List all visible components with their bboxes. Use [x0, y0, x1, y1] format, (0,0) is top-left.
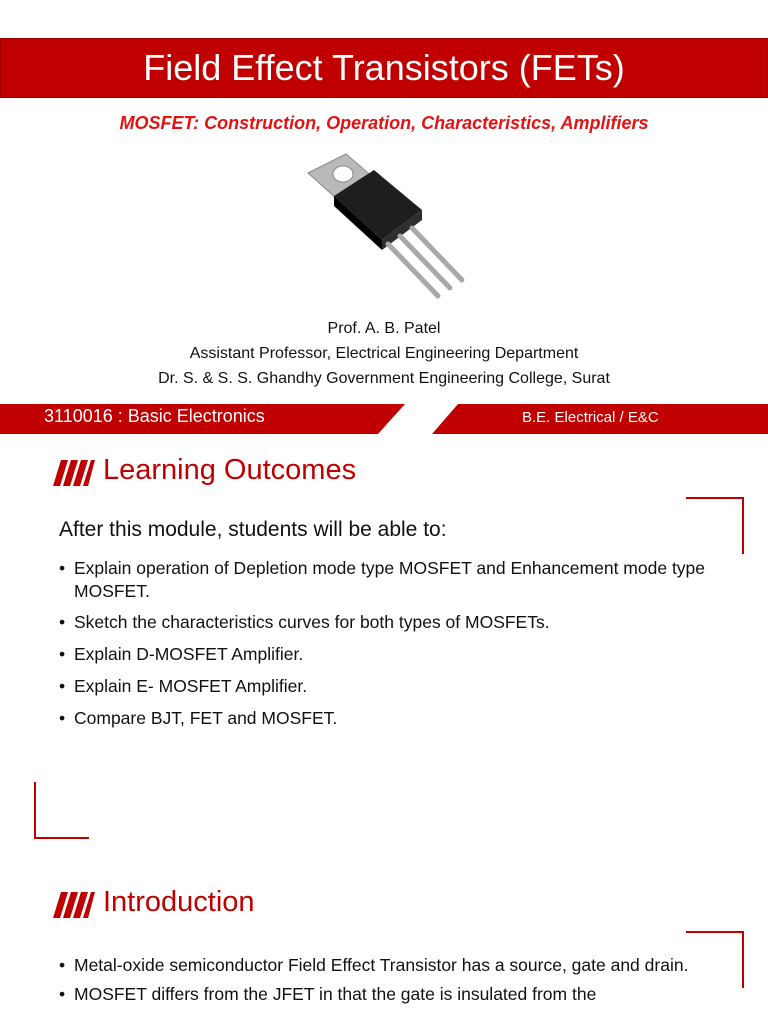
slide-subtitle: MOSFET: Construction, Operation, Characteristics, Amplifiers: [119, 113, 649, 133]
mounting-hole: [333, 166, 353, 182]
title-band: [0, 38, 768, 98]
introduction-list: [59, 954, 709, 1006]
slide-title: Field Effect Transistors (FETs): [143, 47, 625, 88]
package-leads: [388, 228, 462, 296]
learning-outcomes-list: [59, 557, 715, 730]
corner-decoration-bottom-left: [34, 782, 89, 839]
list-item: • MOSFET differs from the JFET in that the gate is insulated from the: [59, 983, 709, 1006]
list-item: • Explain operation of Depletion mode type MOSFET and Enhancement mode type MOSFET.: [59, 557, 715, 603]
list-item: • Sketch the characteristics curves for both types of MOSFETs.: [59, 611, 715, 634]
author-institute: Dr. S. & S. S. Ghandhy Government Engineering College, Surat: [158, 370, 610, 387]
mosfet-package-image: [298, 148, 468, 303]
learning-outcomes-title: Learning Outcomes: [103, 454, 357, 486]
list-item: • Metal-oxide semiconductor Field Effect Transistor has a source, gate and drain.: [59, 954, 709, 977]
author-name: Prof. A. B. Patel: [327, 320, 441, 337]
learning-outcomes-intro: After this module, students will be able to:: [59, 518, 447, 541]
list-item: • Explain D-MOSFET Amplifier.: [59, 643, 715, 666]
slash-hatch-icon: [53, 892, 95, 918]
corner-decoration-top-right: [686, 497, 744, 554]
introduction-title: Introduction: [103, 886, 255, 918]
list-item: • Explain E- MOSFET Amplifier.: [59, 675, 715, 698]
course-program: B.E. Electrical / E&C: [522, 409, 659, 426]
list-item: • Compare BJT, FET and MOSFET.: [59, 707, 715, 730]
course-code: 3110016 : Basic Electronics: [44, 406, 265, 426]
author-designation: Assistant Professor, Electrical Engineering Department: [189, 345, 579, 362]
slash-hatch-icon: [53, 460, 95, 486]
